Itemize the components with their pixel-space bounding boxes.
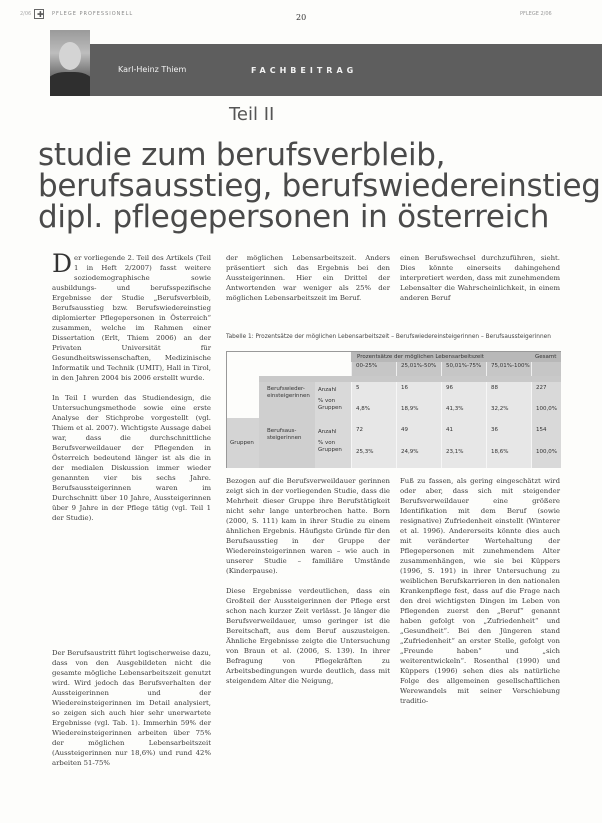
title-line-1: studie zum berufsverbleib,	[38, 137, 446, 173]
table-cell: 5	[351, 382, 396, 396]
table-row-measure: % von Gruppen	[315, 396, 351, 424]
drop-cap: D	[52, 249, 73, 278]
paragraph: Diese Ergebnisse verdeutlichen, dass ein Großteil der Aussteigerinnen der Pflege erst schon nach kurzer Zeit verlässt. Je länger die Berufsverweildauer, umso geringer ist die Bereitschaft, aus dem Beruf auszusteigen. Ähnliche Ergebnisse zeigte die Untersuchung von Braun et al. (2006, S. 139). In ihrer Befragung von Pflegekräften zu Arbeitsbedingungen wurde deutlich, dass mit steigendem Alter die Neigung,	[226, 587, 390, 685]
table-row-measure: Anzahl	[315, 424, 351, 438]
table-subheader: 00-25%	[351, 362, 396, 376]
paragraph-text: er vorliegende 2. Teil des Artikels (Teil 1 in Heft 2/2007) fasst weitere soziodemographische sowie ausbildungs- und berufsspezifische Ergebnisse der Studie „Berufsverbleib, Berufsausstieg bzw. Berufswiedereinstieg diplomierter Pflegepersonen in Österreich“ zusammen, welche im Rahmen einer Dissertation (Erlt, Thiem 2006) an der Privaten Universität für Gesundheitswissenschaften, Medizinische Informatik und Technik (UMIT), Hall in Tirol, in den Jahren 2004 bis 2006 erstellt wurde.	[52, 254, 211, 382]
column-3-lower	[400, 476, 560, 716]
article-title	[38, 137, 601, 235]
paragraph: Fuß zu fassen, als gering eingeschätzt wird oder aber, dass sich mit steigender Berufsverweildauer eine größere Identifikation mit dem Beruf (sowie resignative) Zufriedenheit einstellt (Winterer et al. 1996). Andererseits könnte dies auch mit veränderter Wertehaltung der Pflegepersonen mit zunehmendem Alter zusammenhängen, wie sie bei Küppers (1996, S. 191) in ihrer Untersuchung zu weiblichen Berufskarrieren in den nationalen Krankenpflege fest, dass auf die Frage nach den drei wichtigsten Dingen im Leben von Pflegenden zuerst den „Beruf“ genannt haben gefolgt von „Zufriedenheit“ und „Gesundheit“. Bei den Jüngeren stand „Zufriedenheit“ an erster Stelle, gefolgt von „Freunde haben“ und „sich weiterentwickeln“. Rosenthal (1990) und Küppers (1996) sehen dies als natürliche Folge des allgemeinen gesellschaftlichen Werewandels mit seiner Verschiebung traditio-	[400, 477, 560, 705]
article-part: Teil II	[229, 104, 275, 125]
table-cell: 18,9%	[396, 396, 441, 424]
column-2-lower	[226, 476, 390, 696]
paragraph: In Teil I wurden das Studiendesign, die Untersuchungsmethode sowie eine erste Analyse der Stichprobe vorgestellt (vgl. Thiem et al. 2007). Wichtigste Aussage dabei war, dass die durchschnittliche Berufsverweildauer der Pflegenden in Österreich bedeutend länger ist als die in der medialen Diskussion immer wieder genannten vier bis sechs Jahre. Berufsaussteigerinnen waren im Durchschnitt über 10 Jahre, Aussteigerinnen über 9 Jahre in der Pflege tätig (vgl. Teil 1 der Studie).	[52, 394, 211, 522]
table-cell-total: 154	[531, 424, 561, 438]
table-header-total: Gesamt	[531, 352, 561, 362]
table-subheader: 25,01%-50%	[396, 362, 441, 376]
page-corner-label: 2/06	[20, 11, 32, 17]
issue-label: PFLEGE 2/06	[520, 11, 552, 17]
column-1-lower	[52, 648, 211, 778]
paragraph	[52, 249, 211, 383]
table-cell-total: 100,0%	[531, 438, 561, 468]
paragraph: Bezogen auf die Berufsverweildauer gerinnen zeigt sich in der vorliegenden Studie, dass die Mehrheit dieser Gruppe ihre Berufstätigkeit nicht sehr lange unterbrochen hatte. Born (2000, S. 111) kam in ihrer Studie zu einem ähnlichen Ergebnis. Häufigste Gründe für den Berufsausstieg in der Gruppe der Wiedereinsteigerinnen waren – wie auch in unserer Studie – familiäre Umstände (Kinderpause).	[226, 477, 390, 575]
table-cell-total: 227	[531, 382, 561, 396]
table-cell: 88	[486, 382, 531, 396]
page-header	[0, 0, 602, 22]
table-cell: 4,8%	[351, 396, 396, 424]
column-3	[400, 253, 560, 313]
magazine-name: PFLEGE PROFESSIONELL	[52, 11, 134, 17]
table-cell: 72	[351, 424, 396, 438]
table-cell: 49	[396, 424, 441, 438]
table-cell-total: 100,0%	[531, 396, 561, 424]
paragraph: einen Berufswechsel durchzuführen, sieht. Dies könnte einerseits dahingehend interpretiert werden, dass mit zunehmendem Lebensalter die Wahrscheinlichkeit, in einem anderen Beruf	[400, 254, 560, 302]
table-cell: 16	[396, 382, 441, 396]
table-caption: Tabelle 1: Prozentsätze der möglichen Lebensarbeitszeit – Berufswiedereinsteigerinnen – Berufsaussteigerinnen	[226, 334, 551, 340]
portrait-shoulders	[50, 72, 90, 96]
table-cell: 18,6%	[486, 438, 531, 468]
table-cell: 41	[441, 424, 486, 438]
column-1	[52, 249, 211, 533]
title-line-3: dipl. pflegepersonen in österreich	[38, 199, 550, 235]
table-row-group: Berufswieder-einsteigerinnen	[259, 382, 315, 424]
title-line-2: berufsausstieg, berufswiedereinstieg	[38, 168, 601, 204]
table-subheader: 75,01%-100%	[486, 362, 531, 376]
author-portrait	[50, 30, 90, 96]
table-row-group: Berufsaus-steigerinnen	[259, 424, 315, 468]
table-group-label: Gruppen	[230, 440, 254, 446]
table-cell: 96	[441, 382, 486, 396]
table-cell: 24,9%	[396, 438, 441, 468]
column-2	[226, 253, 390, 313]
author-name: Karl-Heinz Thiem	[118, 65, 187, 74]
table-cell: 25,3%	[351, 438, 396, 468]
section-label: FACHBEITRAG	[251, 66, 358, 75]
portrait-head	[59, 42, 81, 70]
cross-icon: ✚	[37, 10, 44, 19]
table-cell: 32,2%	[486, 396, 531, 424]
table-header-group: Prozentsätze der möglichen Lebensarbeitszeit	[351, 352, 531, 362]
table-subheader-blank	[531, 362, 561, 376]
paragraph: der möglichen Lebensarbeitszeit. Anders präsentiert sich das Ergebnis bei den Aussteigerinnen. Hier ein Drittel der Antwortenden war weniger als 25% der möglichen Lebensarbeitszeit im Beruf.	[226, 254, 390, 302]
table-row-measure: Anzahl	[315, 382, 351, 396]
table-cell: 23,1%	[441, 438, 486, 468]
data-table	[226, 351, 561, 468]
table-cell: 41,3%	[441, 396, 486, 424]
table-subheader: 50,01%-75%	[441, 362, 486, 376]
paragraph: Der Berufsaustritt führt logischerweise dazu, dass von den Ausgebildeten nicht die gesamte mögliche Lebensarbeitszeit genutzt wird. Wird jedoch das Berufsverhalten der Aussteigerinnen und der Wiedereinsteigerinnen im Detail analysiert, so zeigen sich auch hier sehr unerwartete Ergebnisse (vgl. Tab. 1). Immerhin 59% der Wiedereinsteigerinnen arbeiten über 75% der möglichen Lebensarbeitszeit (Aussteigerinnen nur 18,6%) und rund 42% arbeiten 51-75%	[52, 649, 211, 767]
page-number: 20	[296, 13, 307, 22]
table-row-measure: % von Gruppen	[315, 438, 351, 468]
table-cell: 36	[486, 424, 531, 438]
